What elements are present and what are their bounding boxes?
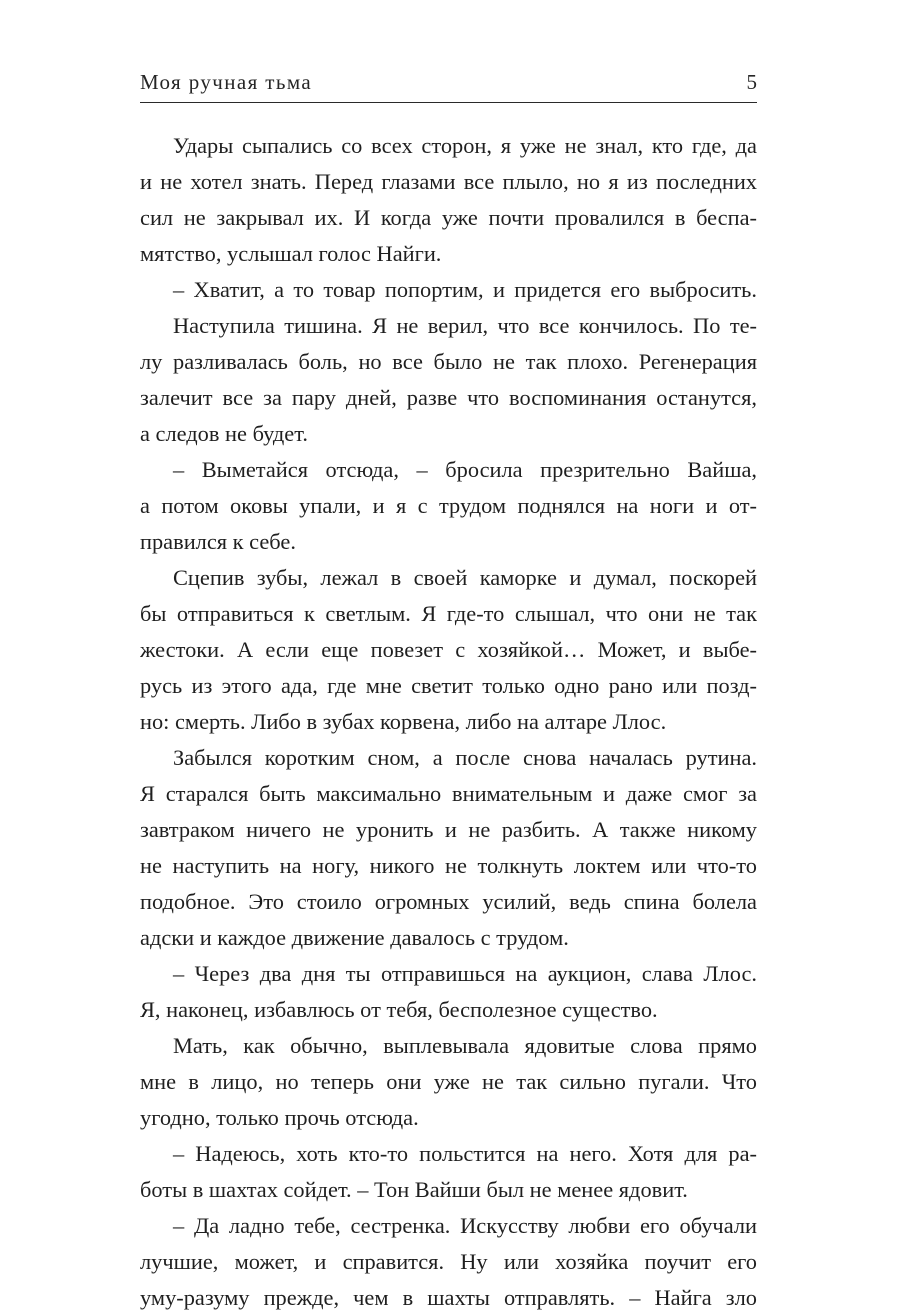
text-line: уму-разуму прежде, чем в шахты отправлять. – Найга зло (140, 1285, 757, 1310)
text-line: Я, наконец, избавлюсь от тебя, бесполезное существо. (140, 997, 658, 1022)
page-number: 5 (746, 70, 757, 94)
text-line: мятство, услышал голос Найги. (140, 241, 442, 266)
text-line: бы отправиться к светлым. Я где-то слышал, что они не так (140, 601, 757, 626)
text-line: Забылся коротким сном, а после снова началась рутина. (173, 745, 757, 770)
book-title: Моя ручная тьма (140, 70, 313, 94)
text-line: а следов не будет. (140, 421, 308, 446)
text-line: Мать, как обычно, выплевывала ядовитые слова прямо (173, 1033, 757, 1058)
text-line: залечит все за пару дней, разве что воспоминания останутся, (140, 385, 757, 410)
text-line: Сцепив зубы, лежал в своей каморке и думал, поскорей (173, 565, 757, 590)
text-line: подобное. Это стоило огромных усилий, ведь спина болела (140, 889, 757, 914)
text-line: – Через два дня ты отправишься на аукцион, слава Ллос. (173, 961, 757, 986)
running-header (140, 70, 757, 103)
text-line: русь из этого ада, где мне светит только одно рано или позд- (140, 673, 757, 698)
text-line: Удары сыпались со всех сторон, я уже не знал, кто где, да (173, 133, 757, 158)
text-line: – Выметайся отсюда, – бросила презрительно Вайша, (173, 457, 757, 482)
text-line: завтраком ничего не уронить и не разбить. А также никому (140, 817, 757, 842)
text-line: – Да ладно тебе, сестренка. Искусству любви его обучали (173, 1213, 757, 1238)
text-line: жестоки. А если еще повезет с хозяйкой… Может, и выбе- (140, 637, 757, 662)
body-text (140, 128, 757, 1316)
text-line: Я старался быть максимально внимательным и даже смог за (140, 781, 757, 806)
text-line: не наступить на ногу, никого не толкнуть локтем или что-то (140, 853, 757, 878)
text-line: мне в лицо, но теперь они уже не так сильно пугали. Что (140, 1069, 757, 1094)
text-line: – Надеюсь, хоть кто-то польстится на него. Хотя для ра- (173, 1141, 757, 1166)
text-line: адски и каждое движение давалось с трудом. (140, 925, 569, 950)
text-line: Наступила тишина. Я не верил, что все кончилось. По те- (173, 313, 757, 338)
text-line: и не хотел знать. Перед глазами все плыло, но я из последних (140, 169, 757, 194)
text-line: но: смерть. Либо в зубах корвена, либо на алтаре Ллос. (140, 709, 667, 734)
text-line: а потом оковы упали, и я с трудом поднялся на ноги и от- (140, 493, 757, 518)
text-line: сил не закрывал их. И когда уже почти провалился в беспа- (140, 205, 757, 230)
text-line: угодно, только прочь отсюда. (140, 1105, 419, 1130)
text-line: лучшие, может, и справится. Ну или хозяйка поучит его (140, 1249, 757, 1274)
text-line: лу разливалась боль, но все было не так плохо. Регенерация (140, 349, 757, 374)
text-line: правился к себе. (140, 529, 296, 554)
text-line: боты в шахтах сойдет. – Тон Вайши был не менее ядовит. (140, 1177, 688, 1202)
text-line: – Хватит, а то товар попортим, и придется его выбросить. (173, 277, 757, 302)
